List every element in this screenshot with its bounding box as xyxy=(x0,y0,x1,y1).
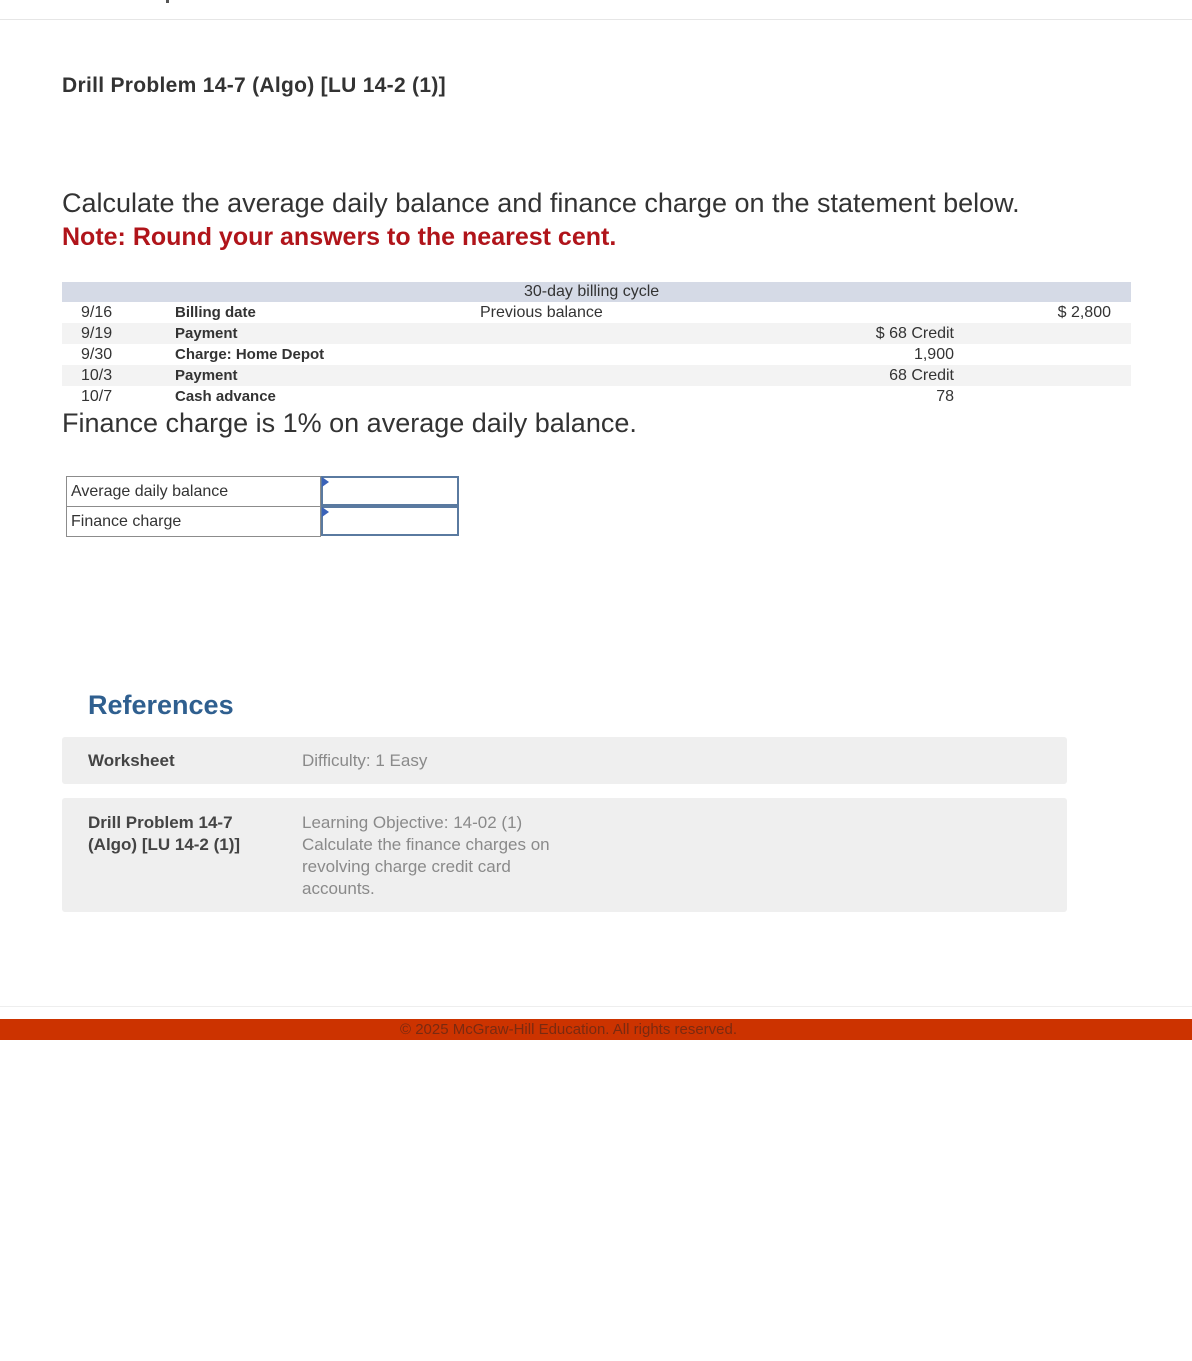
input-marker-icon xyxy=(322,477,329,487)
footer-bar xyxy=(0,1019,1192,1040)
references-heading: References xyxy=(88,690,234,720)
row-amount: 1,900 xyxy=(913,346,954,363)
reference-card-detail: Difficulty: 1 Easy xyxy=(302,751,428,770)
average-daily-balance-input[interactable] xyxy=(321,476,459,506)
answer-label: Average daily balance xyxy=(66,476,321,506)
answer-row-average-daily-balance xyxy=(66,476,459,506)
problem-title: Drill Problem 14-7 (Algo) [LU 14-2 (1)] xyxy=(62,74,446,97)
row-description: Payment xyxy=(175,367,238,384)
answer-label: Finance charge xyxy=(66,506,321,537)
previous-balance-value: $ 2,800 xyxy=(1057,304,1111,321)
row-date: 9/19 xyxy=(81,325,113,342)
billing-statement xyxy=(62,282,1131,407)
row-date: 9/16 xyxy=(81,304,113,321)
top-divider xyxy=(0,19,1192,20)
statement-row xyxy=(62,323,1131,344)
reference-card-worksheet xyxy=(62,737,1067,784)
answer-input-wrapper xyxy=(321,506,459,536)
row-note: Previous balance xyxy=(480,304,603,321)
answer-row-finance-charge xyxy=(66,506,459,536)
clipped-header-text xyxy=(166,0,169,3)
row-description: Cash advance xyxy=(175,388,276,405)
statement-row xyxy=(62,386,1131,407)
row-date: 9/30 xyxy=(81,346,113,363)
answer-input-wrapper xyxy=(321,476,459,506)
row-description: Charge: Home Depot xyxy=(175,346,325,363)
row-amount: $ 68 Credit xyxy=(875,325,954,342)
row-amount: 78 xyxy=(936,388,954,405)
row-date: 10/3 xyxy=(81,367,113,384)
footer-divider xyxy=(0,1006,1192,1007)
reference-card-label: Worksheet xyxy=(88,751,175,770)
reference-card-detail: Learning Objective: 14-02 (1) Calculate the finance charges on revolving charge credit card accounts. xyxy=(302,813,550,898)
input-marker-icon xyxy=(322,507,329,517)
row-amount: 68 Credit xyxy=(889,367,954,384)
problem-prompt: Calculate the average daily balance and finance charge on the statement below. xyxy=(62,188,1020,218)
copyright-text: © 2025 McGraw-Hill Education. All rights reserved. xyxy=(400,1021,738,1038)
rounding-note: Note: Round your answers to the nearest cent. xyxy=(62,223,617,251)
reference-card-problem xyxy=(62,798,1067,912)
statement-header xyxy=(62,282,1131,302)
row-description: Payment xyxy=(175,325,238,342)
reference-card-label: Drill Problem 14-7 (Algo) [LU 14-2 (1)] xyxy=(88,813,241,854)
statement-row xyxy=(62,302,1131,323)
statement-row xyxy=(62,344,1131,365)
finance-charge-input[interactable] xyxy=(321,506,459,536)
row-date: 10/7 xyxy=(81,388,113,405)
billing-cycle-label: 30-day billing cycle xyxy=(524,283,660,300)
row-description: Billing date xyxy=(175,304,256,321)
finance-charge-rule: Finance charge is 1% on average daily balance. xyxy=(62,408,637,438)
answer-table xyxy=(66,476,459,536)
statement-row xyxy=(62,365,1131,386)
